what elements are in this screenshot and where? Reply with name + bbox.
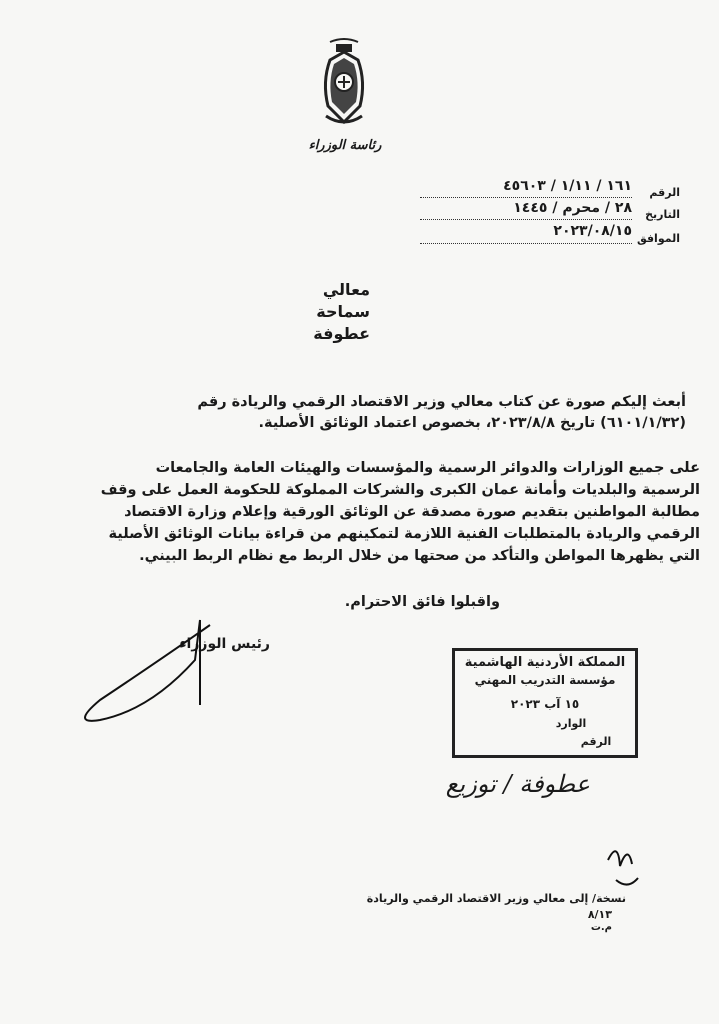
number-label: الرقم [649,186,680,199]
jordan-coat-of-arms-icon [316,36,372,136]
initials-scribble-icon [598,830,648,900]
number-value: ١٦١ / ١/١١ / ٤٥٦٠٣ [503,178,632,194]
addressee-3: عطوفة [313,324,370,343]
stamp-incoming: الوارد [555,717,587,730]
cc-initials-2: م.ت [590,922,612,933]
stamp-number-label: الرقم [580,735,612,748]
date-label: التاريخ [645,208,680,221]
stamp-kingdom: المملكة الأردنية الهاشمية [464,655,626,670]
corresponding-value: ٢٠٢٣/٠٨/١٥ [553,223,632,239]
number-line [420,197,632,198]
paragraph-2-line-1: على جميع الوزارات والدوائر الرسمية والمؤسسات والهيئات العامة والجامعات [155,460,700,476]
office-name: رئاسة الوزراء [308,138,382,153]
signature-title: رئيس الوزراء [179,636,270,652]
cc-line: نسخة/ إلى معالي وزير الاقتصاد الرقمي والريادة [366,892,626,905]
date-line [420,219,632,220]
handwritten-note: عطوفة / توزيع [445,770,590,798]
closing: واقبلوا فائق الاحترام. [344,594,500,610]
stamp-institution: مؤسسة التدريب المهني [474,673,616,687]
corresponding-label: الموافق [636,232,680,245]
addressee-2: سماحة [316,302,370,321]
received-stamp [452,648,638,758]
addressee-1: معالي [322,280,370,299]
paragraph-2-line-3: مطالبة المواطنين بتقديم صورة مصدقة عن الوثائق الورقية وإعلام وزارة الاقتصاد [124,504,700,520]
paragraph-2-line-5: التي يظهرها المواطن والتأكد من صحتها من خلال الربط مع نظام الربط البيني. [139,548,700,564]
corresponding-line [420,243,632,244]
stamp-date: ١٥ آب ٢٠٢٣ [510,697,580,711]
paragraph-2-line-2: الرسمية والبلديات وأمانة عمان الكبرى والشركات المملوكة للحكومة العمل على وقف [100,482,700,498]
date-value: ٢٨ / محرم / ١٤٤٥ [513,200,632,216]
paragraph-2-line-4: الرقمي والريادة بالمتطلبات الفنية اللازمة لتمكينهم من قراءة بيانات الوثائق الأصلية [108,526,700,542]
paragraph-1-line-2: (٦١٠١/١/٣٢) تاريخ ٢٠٢٣/٨/٨، بخصوص اعتماد الوثائق الأصلية. [258,415,686,431]
paragraph-1-line-1: أبعث إليكم صورة عن كتاب معالي وزير الاقتصاد الرقمي والريادة رقم [197,394,686,410]
cc-initials: ٨/١٣ [587,908,612,921]
signature-scribble-icon [60,600,260,740]
